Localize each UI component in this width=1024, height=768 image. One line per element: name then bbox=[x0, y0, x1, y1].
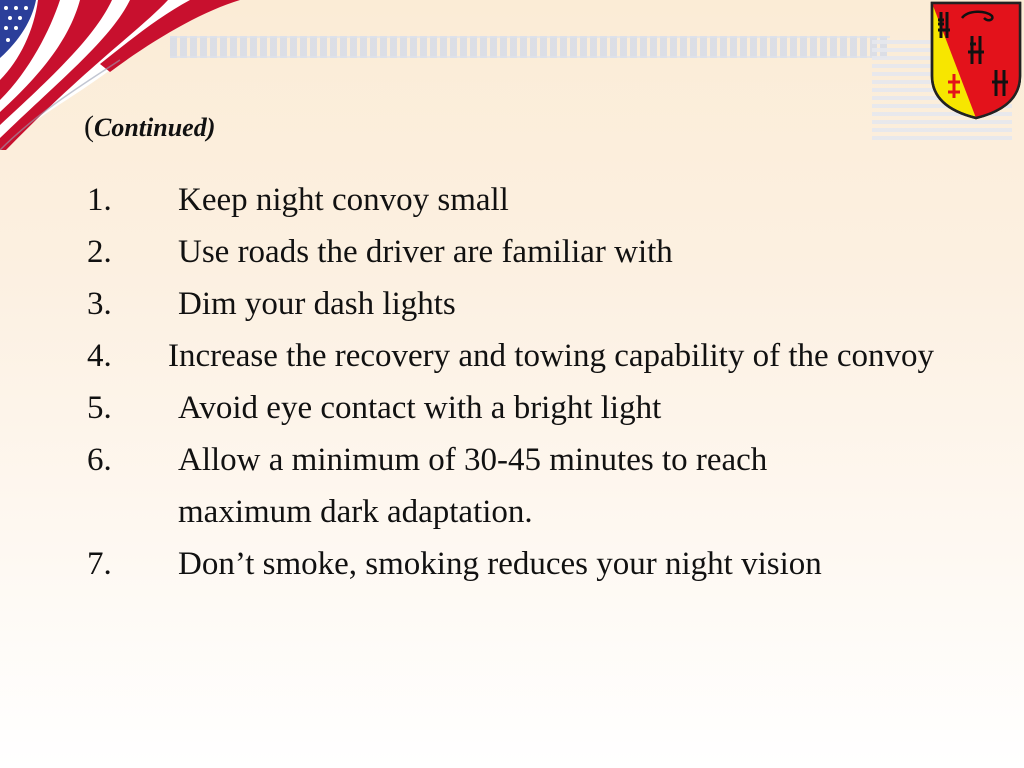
list-item bbox=[87, 330, 1017, 382]
list-item-number: 3. bbox=[87, 286, 112, 322]
list-item bbox=[87, 278, 1017, 330]
unit-crest-emblem bbox=[928, 0, 1024, 122]
list-item-text: Allow a minimum of 30-45 minutes to reach maximum dark adaptation. bbox=[178, 442, 768, 530]
list-item bbox=[87, 382, 1017, 434]
list-item-number: 2. bbox=[87, 234, 112, 270]
list-item-text: Avoid eye contact with a bright light bbox=[178, 390, 662, 426]
faded-header-banner bbox=[170, 36, 890, 58]
list-item bbox=[87, 538, 1017, 590]
list-item-text: Don’t smoke, smoking reduces your night vision bbox=[178, 546, 822, 582]
list-item bbox=[87, 174, 1017, 226]
list-item-number: 7. bbox=[87, 546, 112, 582]
list-item-text: Dim your dash lights bbox=[178, 286, 456, 322]
list-item bbox=[87, 226, 1017, 278]
list-item-text: Increase the recovery and towing capability of the convoy bbox=[168, 338, 935, 374]
continued-heading: (Continued) bbox=[84, 110, 216, 143]
list-item-number: 1. bbox=[87, 182, 112, 218]
list-item-text: Keep night convoy small bbox=[178, 182, 509, 218]
list-item bbox=[87, 434, 1017, 538]
night-convoy-tips-list bbox=[87, 174, 1017, 590]
list-item-text: Use roads the driver are familiar with bbox=[178, 234, 673, 270]
list-item-number: 4. bbox=[87, 338, 112, 374]
list-item-number: 5. bbox=[87, 390, 112, 426]
list-item-number: 6. bbox=[87, 442, 112, 478]
